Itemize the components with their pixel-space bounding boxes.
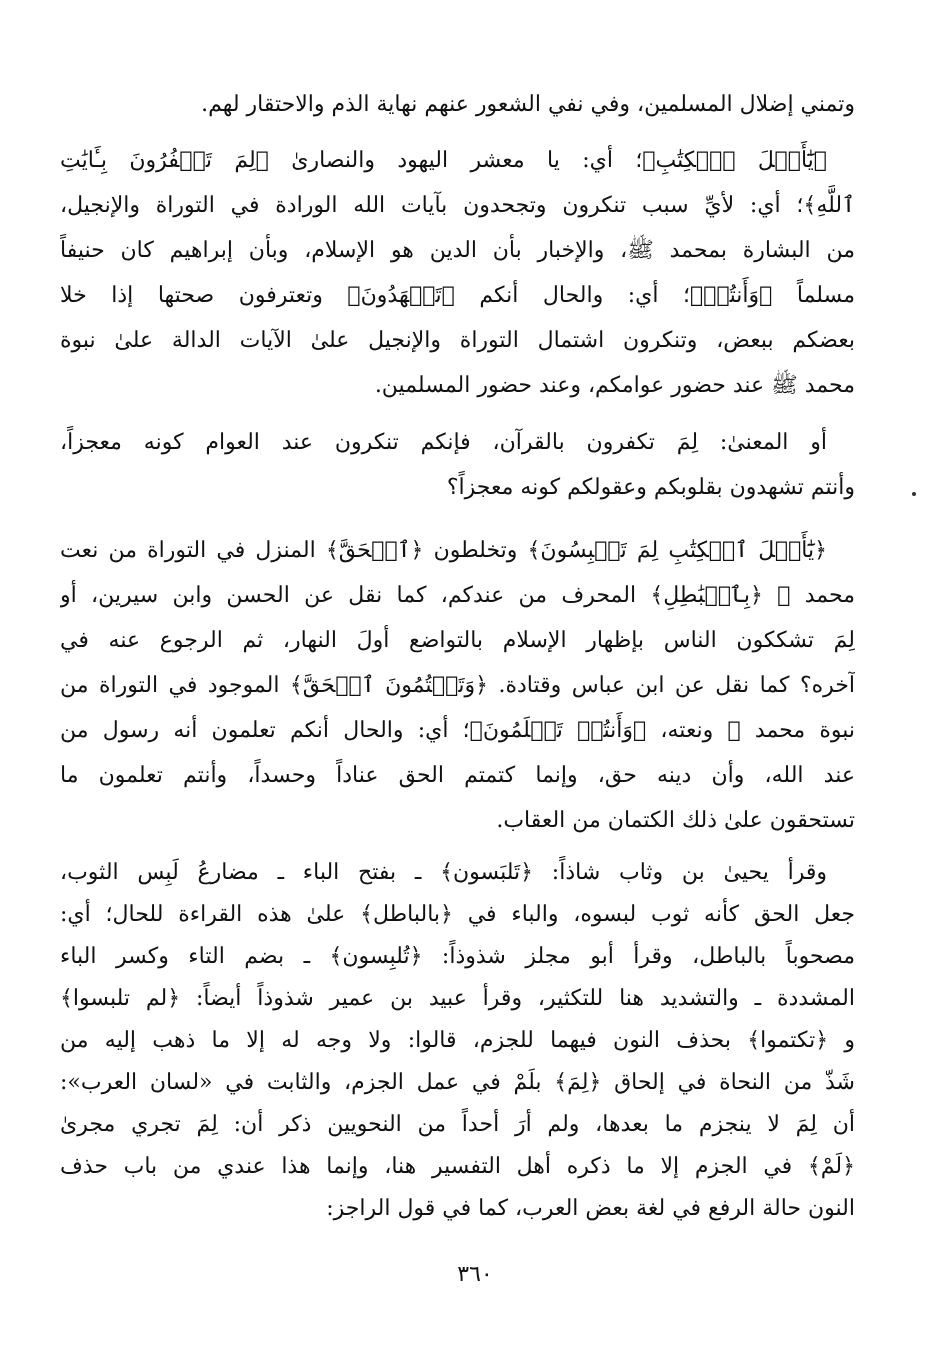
paragraph-4-line-7: تستحقون علىٰ ذلك الكتمان من العقاب. xyxy=(496,808,855,833)
paragraph-4-line-6: عند الله، وأن دينه حق، وإنما كتمتم الحق عناداً وحسداً، وأنتم تعلمون ما xyxy=(60,763,855,788)
paragraph-2-line-2: ٱللَّهِ﴾؛ أي: لأيِّ سبب تنكرون وتجحدون بآيات الله الورادة في التوراة والإنجيل، xyxy=(60,193,855,218)
paragraph-4-line-3: لِمَ تشككون الناس بإظهار الإسلام بالتواضع أولَ النهار، ثم الرجوع عنه في xyxy=(60,628,855,653)
paragraph-1-line-1: وتمني إضلال المسلمين، وفي نفي الشعور عنهم نهاية الذم والاحتقار لهم. xyxy=(201,92,855,117)
paragraph-4-line-2: محمد ﷺ ﴿بِٱلۡبَٰطِلِ﴾ المحرف من عندكم، كما نقل عن الحسن وابن سيرين، أو xyxy=(60,583,855,608)
paragraph-5-line-5: و ﴿تكتموا﴾ بحذف النون فيهما للجزم، قالوا: ولا وجه له إلا ما ذهب إليه من xyxy=(60,1028,855,1053)
paragraph-5-line-7: أن لِمَ لا ينجزم ما بعدها، ولم أرَ أحداً من النحويين ذكر أن: لِمَ تجري مجرىٰ xyxy=(60,1112,855,1137)
paragraph-5-line-2: جعل الحق كأنه ثوب لبسوه، والباء في ﴿بالباطل﴾ علىٰ هذه القراءة للحال؛ أي: xyxy=(60,902,855,927)
paragraph-2-line-5: بعضكم ببعض، وتنكرون اشتمال التوراة والإنجيل علىٰ الآيات الدالة علىٰ نبوة xyxy=(60,328,855,353)
page-number: ٣٦٠ xyxy=(457,1262,493,1287)
paragraph-5-line-3: مصحوباً بالباطل، وقرأ أبو مجلز شذوذاً: ﴿تُلبِسون﴾ ـ بضم التاء وكسر الباء xyxy=(60,944,855,969)
paragraph-2-line-1: ﴿يَٰٓأَهۡلَ ٱلۡكِتَٰبِ﴾؛ أي: يا معشر اليهود والنصارىٰ ﴿لِمَ تَكۡفُرُونَ بِـَٔايَٰتِ xyxy=(60,148,827,173)
paragraph-3-line-1: أو المعنىٰ: لِمَ تكفرون بالقرآن، فإنكم تنكرون عند العوام كونه معجزاً، xyxy=(60,430,827,455)
paragraph-5-line-1: وقرأ يحيىٰ بن وثاب شاذاً: ﴿تَلبَسون﴾ ـ بفتح الباء ـ مضارعُ لَبِس الثوب، xyxy=(60,860,827,885)
paragraph-2-line-4: مسلماً ﴿وَأَنتُمۡ﴾؛ أي: والحال أنكم ﴿تَشۡهَدُونَ﴾ وتعترفون صحتها إذا خلا xyxy=(60,283,855,308)
paragraph-5-line-6: شَذّ من النحاة في إلحاق ﴿لِمَ﴾ بلَمْ في عمل الجزم، والثابت في «لسان العرب»: xyxy=(60,1070,855,1095)
paragraph-4-line-4: آخره؟ كما نقل عن ابن عباس وقتادة. ﴿وَتَكۡتُمُونَ ٱلۡحَقَّ﴾ الموجود في التوراة من xyxy=(60,673,855,698)
paragraph-5-line-9: النون حالة الرفع في لغة بعض العرب، كما في قول الراجز: xyxy=(326,1196,855,1221)
margin-dot xyxy=(912,492,916,496)
paragraph-5-line-4: المشددة ـ والتشديد هنا للتكثير، وقرأ عبيد بن عمير شذوذاً أيضاً: ﴿لم تلبسوا﴾ xyxy=(60,986,855,1011)
paragraph-5-line-8: ﴿لَمْ﴾ في الجزم إلا ما ذكره أهل التفسير هنا، وإنما هذا عندي من باب حذف xyxy=(60,1154,855,1179)
paragraph-2-line-6: محمد ﷺ عند حضور عوامكم، وعند حضور المسلمين. xyxy=(374,373,855,398)
paragraph-4-line-5: نبوة محمد ﷺ ونعته، ﴿وَأَنتُمۡ تَعۡلَمُونَ﴾؛ أي: والحال أنكم تعلمون أنه رسول من xyxy=(60,718,855,743)
paragraph-4-line-1: ﴿يَٰٓأَهۡلَ ٱلۡكِتَٰبِ لِمَ تَلۡبِسُونَ﴾ وتخلطون ﴿ٱلۡحَقَّ﴾ المنزل في التوراة من نعت xyxy=(60,538,827,563)
paragraph-3-line-2: وأنتم تشهدون بقلوبكم وعقولكم كونه معجزاً؟ xyxy=(446,475,855,500)
paragraph-2-line-3: من البشارة بمحمد ﷺ، والإخبار بأن الدين هو الإسلام، وبأن إبراهيم كان حنيفاً xyxy=(60,238,855,263)
